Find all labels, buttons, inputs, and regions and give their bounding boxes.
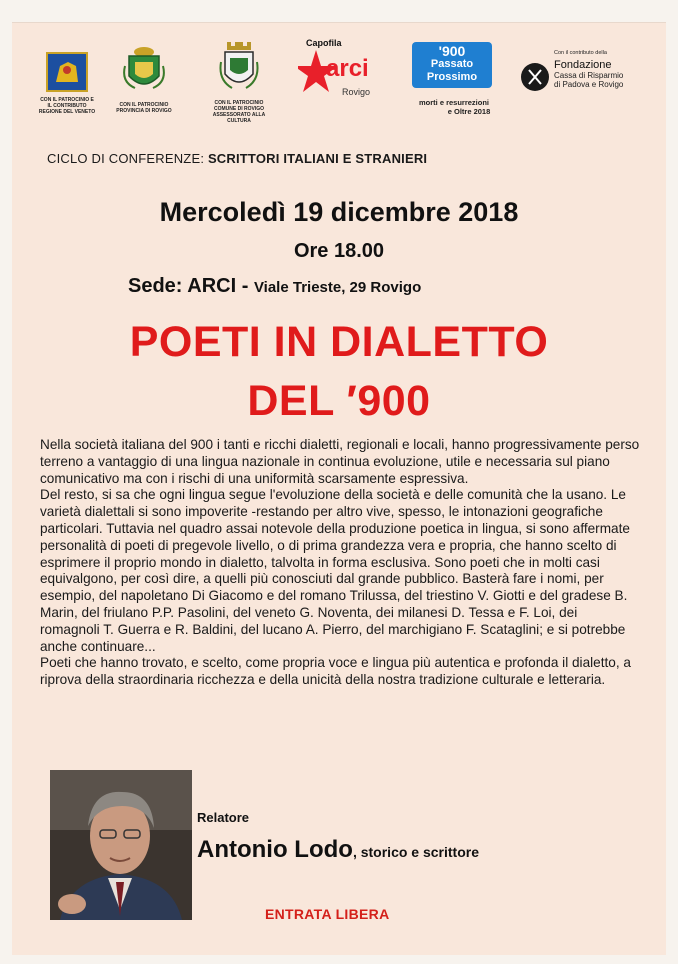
novecento-badge [412, 42, 492, 88]
body-text [40, 437, 640, 689]
capofila-label: Capofila [306, 38, 342, 48]
fondazione-emblem-icon [520, 62, 550, 92]
event-date: Mercoledì 19 dicembre 2018 [159, 197, 519, 227]
arci-city: Rovigo [342, 87, 371, 97]
lion-emblem-icon [46, 52, 88, 92]
body-paragraph-2: Del resto, si sa che ogni lingua segue l'evoluzione della società e delle comunità che la usano. Le varietà dialettali si sono impoverite -restando per altro vive, spesso, le intonazioni geografiche particolari. Tuttavia nel quadro assai notevole della produzione poetica in lingua, si sono affermate personalità di poeti di pregevole livello, o di prima grandezza vera e propria, che hanno scelto di esprimere il proprio mondo in dialetto, talvolta in forma esclusiva. Sono poeti che in molti casi equivalgono, per così dire, a quelli più conosciuti dal grande pubblico. Basterà fare i nomi, per esempio, del napoletano Di Giacomo e del romano Trilussa, del triestino V. Giotti e del gradese B. Marin, del friulano P.P. Pasolini, del veneto G. Noventa, dei milanesi D. Tessa e F. Loi, dei romagnoli T. Guerra e R. Baldini, del lucano A. Pierro, del marchigiano F. Scataglini; e si potrebbe anche continuare... [40, 487, 630, 654]
fondazione-contrib: Con il contributo della [554, 50, 607, 56]
provincia-rovigo-logo [113, 46, 175, 114]
logo-caption: CON IL PATROCINIO E IL CONTRIBUTO REGIONE DEL VENETO [38, 97, 96, 115]
free-entry-notice: ENTRATA LIBERA [265, 906, 390, 922]
fondazione-logo [520, 50, 630, 89]
comune-crest-icon [218, 40, 260, 94]
venue-label: Sede: ARCI - [128, 275, 254, 297]
logo-caption: CON IL PATROCINIO COMUNE DI ROVIGO ASSESSORATO ALLA CULTURA [212, 100, 266, 124]
venue-address: Viale Trieste, 29 Rovigo [253, 279, 422, 296]
body-paragraph-1: Nella società italiana del 900 i tanti e ricchi dialetti, regionali e locali, hanno progressivamente perso terreno a vantaggio di una lingua nazionale in continua evoluzione, utile e necessaria sul piano comunicativo ma con i rischi di una uniformità scarsamente espressiva. [40, 437, 640, 486]
series-prefix: CICLO DI CONFERENZE: [47, 151, 208, 166]
event-venue [128, 275, 421, 298]
speaker-photo [50, 770, 192, 920]
novecento-tagline1: morti e resurrezioni [418, 98, 490, 107]
novecento-number: '900 [438, 43, 466, 59]
novecento-line1: Passato [430, 58, 474, 70]
regione-veneto-logo [38, 52, 96, 115]
novecento-line2: Prossimo [426, 71, 478, 83]
speaker-name: Antonio Lodo [197, 836, 353, 863]
arci-logo [298, 38, 388, 100]
event-time: Ore 18.00 [293, 240, 385, 262]
fondazione-sub1: Cassa di Risparmio [554, 71, 624, 80]
series-heading [47, 151, 427, 166]
speaker-label: Relatore [197, 810, 250, 825]
fondazione-name: Fondazione [554, 59, 612, 71]
comune-rovigo-logo [204, 40, 274, 124]
svg-text:arci: arci [326, 55, 369, 82]
title-line2: DEL ′900 [247, 377, 431, 425]
fondazione-sub2: di Padova e Rovigo [554, 80, 624, 89]
speaker-line [197, 836, 479, 864]
body-paragraph-3: Poeti che hanno trovato, e scelto, come propria voce e lingua più autentica e profonda il dialetto, a riprova della straordinaria ricchezza e della unicità della nostra tradizione culturale e letteraria. [40, 655, 631, 688]
series-name: SCRITTORI ITALIANI E STRANIERI [207, 151, 428, 166]
novecento-logo [402, 42, 506, 116]
provincia-crest-icon [121, 46, 167, 94]
novecento-tagline2: e Oltre 2018 [447, 107, 491, 116]
logo-caption: CON IL PATROCINIO PROVINCIA DI ROVIGO [116, 102, 172, 114]
speaker-role: , storico e scrittore [352, 844, 479, 860]
title-line1: POETI IN DIALETTO [129, 318, 549, 366]
